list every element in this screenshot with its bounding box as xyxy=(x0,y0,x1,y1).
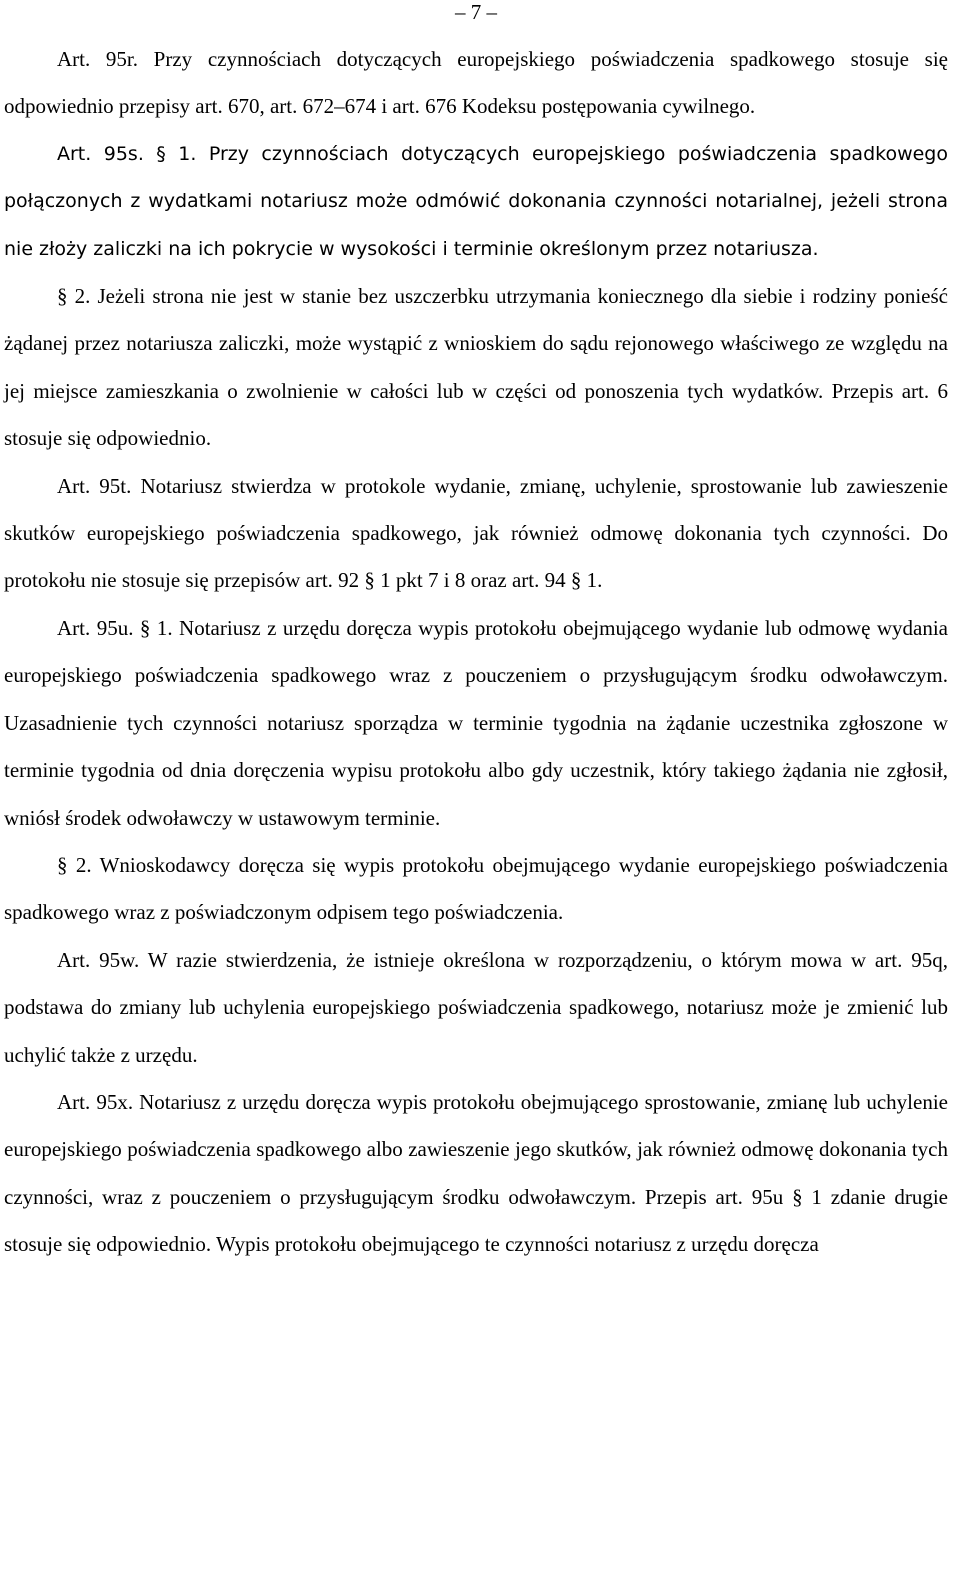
paragraph-art-95s-1: Art. 95s. § 1. Przy czynnościach dotyczących europejskiego poświadczenia spadkowego połączonych z wydatkami notariusz może odmówić dokonania czynności notarialnej, jeżeli strona nie złoży zaliczki na ich pokrycie w wysokości i terminie określonym przez notariusza. xyxy=(4,142,948,260)
paragraph-art-95s-2: § 2. Jeżeli strona nie jest w stanie bez uszczerbku utrzymania koniecznego dla siebie i rodziny ponieść żądanej przez notariusza zaliczki, może wystąpić z wnioskiem do sądu rejonowego właściwego ze względu na jej miejsce zamieszkania o zwolnienie w całości lub w części od ponoszenia tych wydatków. Przepis art. 6 stosuje się odpowiednio. xyxy=(4,284,948,451)
paragraph-art-95t: Art. 95t. Notariusz stwierdza w protokole wydanie, zmianę, uchylenie, sprostowanie lub zawieszenie skutków europejskiego poświadczenia spadkowego, jak również odmowę dokonania tych czynności. Do protokołu nie stosuje się przepisów art. 92 § 1 pkt 7 i 8 oraz art. 94 § 1. xyxy=(4,473,948,593)
paragraph-art-95u-1: Art. 95u. § 1. Notariusz z urzędu doręcza wypis protokołu obejmującego wydanie lub odmowę wydania europejskiego poświadczenia spadkowego wraz z pouczeniem o przysługującym środku odwoławczym. Uzasadnienie tych czynności notariusz sporządza w terminie tygodnia na żądanie uczestnika zgłoszone w terminie tygodnia od dnia doręczenia wypisu protokołu albo gdy uczestnik, który takiego żądania nie zgłosił, wniósł środek odwoławczy w ustawowym terminie. xyxy=(4,615,948,830)
paragraph-art-95r: Art. 95r. Przy czynnościach dotyczących europejskiego poświadczenia spadkowego stosuje się odpowiednio przepisy art. 670, art. 672–674 i art. 676 Kodeksu postępowania cywilnego. xyxy=(4,47,948,119)
paragraph-art-95u-2: § 2. Wnioskodawcy doręcza się wypis protokołu obejmującego wydanie europejskiego poświadczenia spadkowego wraz z poświadczonym odpisem tego poświadczenia. xyxy=(4,852,948,925)
paragraph-art-95x: Art. 95x. Notariusz z urzędu doręcza wypis protokołu obejmującego sprostowanie, zmianę lub uchylenie europejskiego poświadczenia spadkowego albo zawieszenie jego skutków, jak również odmowę dokonania tych czynności, wraz z pouczeniem o przysługującym środku odwoławczym. Przepis art. 95u § 1 zdanie drugie stosuje się odpowiednio. Wypis protokołu obejmującego te czynności notariusz z urzędu doręcza xyxy=(4,1089,948,1257)
paragraph-art-95w: Art. 95w. W razie stwierdzenia, że istnieje określona w rozporządzeniu, o którym mowa w art. 95q, podstawa do zmiany lub uchylenia europejskiego poświadczenia spadkowego, notariusz może je zmienić lub uchylić także z urzędu. xyxy=(4,947,948,1067)
page-number: – 7 – xyxy=(455,0,497,24)
